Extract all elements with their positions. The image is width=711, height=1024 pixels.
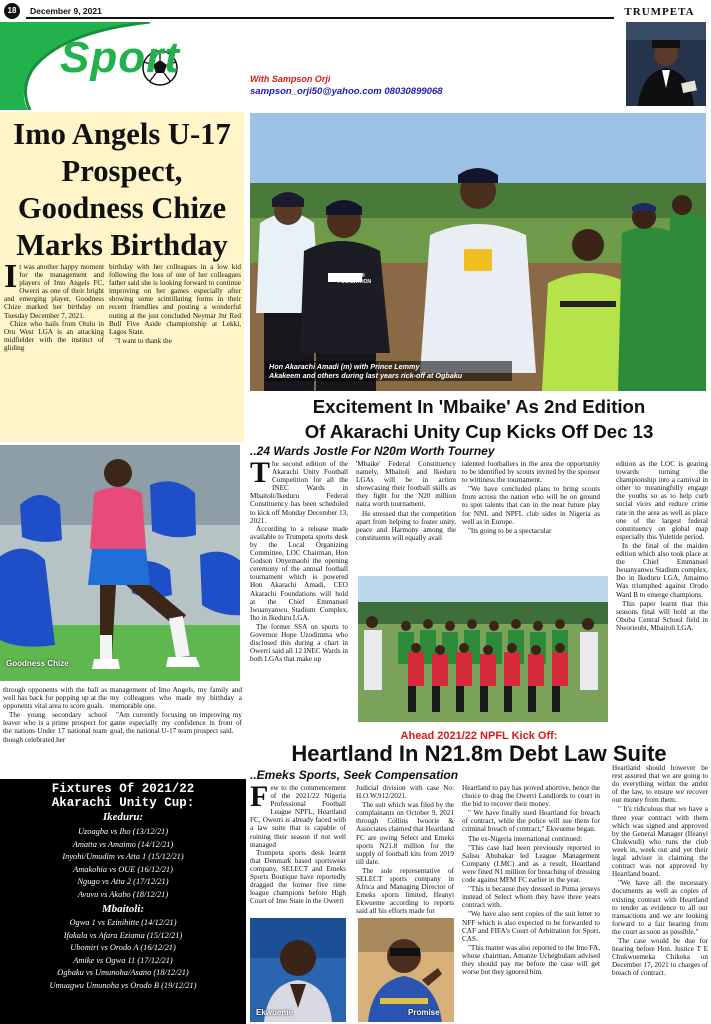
fixture-item: Amatta vs Amaimo (14/12/21) (72, 839, 174, 849)
story1-para: The young secondary school leaver who is a prime prospect for the nations Under 17 national team though celebrated her (3, 711, 107, 744)
fixture-item: Inyohi/Umudim vs Atta 1 (15/12/21) (62, 852, 184, 862)
story2-para: "We have concluded plans to bring scouts from across the nation who will be on ground to spot talents that can in the near future play for NNL and NPFL club sides in Nigeria as well as in Europe. (462, 485, 600, 526)
story1-para: "Am currently focusing on improving my game especially my confidence in front of goal, the national U-17 team prospect said. (110, 711, 242, 736)
story2-dropcap: T (250, 456, 271, 489)
story3-dropcap: F (250, 780, 269, 813)
story2-headline-line1: Excitement In 'Mbaike' As 2nd Edition (312, 396, 646, 417)
sport-title: Sport (60, 33, 180, 82)
fixtures-group2-list (0, 917, 246, 993)
ekwueme-figure (250, 918, 346, 1022)
story1-col1 (4, 258, 104, 353)
story2-para: edition as the LOC is gearing towards turning the championship into a carnival in other to meaningfully engage the youths so as to help curb social vices and reduce crime rate in the area as well as place one of the largest federal constituency on global map especially this Yuletide period. (616, 460, 708, 541)
story2-col1 (250, 456, 348, 664)
page-header (0, 0, 711, 22)
story3-kicker: Ahead 2021/22 NPFL Kick Off: (400, 730, 558, 742)
story3-para: The ex-Nigeria international continued: (468, 834, 582, 843)
masthead: TRUMPETA (624, 6, 695, 18)
story2-para: talented footballers in the area the opportunity to be identified by scouts invited by the sponsor to wittiness the tournament. (462, 460, 600, 485)
story2-para: The former SSA on sports to Governor Hope Uzodimma who disclosed this during a chart in Owerri said all 12 INEC Wards in both LGAs that make up (250, 622, 348, 664)
story1-col2 (109, 263, 241, 346)
story3-col4 (612, 764, 708, 978)
story1-dropcap: I (4, 258, 18, 295)
story3-para: The sole representative of SELECT sports company in Africa and Managing Director of Emeks sports limited, Ifeanyi Ekwueme according to reports said all his efforts made for (356, 866, 454, 916)
promise-caption: Promise (408, 1008, 440, 1017)
story2-para: This paper learnt that this seasons final will hold at the Obuba Central School field in Nworieubi, Mbaitoli LGA. (616, 599, 708, 632)
caption-line: Akakeem and others during last years rick-off at Ogbaku (269, 371, 463, 380)
story2-col4 (616, 460, 708, 633)
akarachi-photo-caption (266, 361, 512, 381)
story2-para: 'Mbaike' Federal Constituency namely, Mbaitoli and Ikeduru LGAs will be in action showcasing their football skills as they fight for the N20 million naira worth tournament. (356, 460, 456, 509)
kickoff-scene (250, 113, 706, 391)
ekwueme-photo (250, 918, 346, 1022)
story3-headline: Heartland In N21.8m Debt Law Suite (291, 741, 667, 766)
fixture-item: Ogwa 1 vs Ezinihitte (14/12/21) (69, 918, 177, 927)
story3-para: "This is because they dressed in Puma jerseys instead of Select whom they have three years contract with. (462, 885, 600, 910)
portrait-figure (626, 22, 706, 106)
promise-photo (358, 918, 454, 1022)
fixture-item: Ngugo vs Atta 2 (17/12/21) (77, 877, 169, 887)
story1-para: "I want to thank the (115, 336, 172, 345)
fixtures-group2-title: Mbaitoli: (101, 903, 145, 915)
header-rule (26, 17, 614, 19)
fixture-item: Ifakala vs Afara Eziama (15/12/21) (63, 930, 183, 940)
fixtures-group1-title: Ikeduru: (102, 811, 144, 823)
story3-para: " It's ridiculous that we have a three year contract with them which was signed and approved by the General Manager (Ifeanyi Chukwudi) who runs the club week in, week out and yet their legal adviser is claiming the contract was not approved by Heartland board. (612, 805, 708, 879)
story1-headline: Imo Angels U-17 Prospect, Goodness Chize Marks Birthday (13, 117, 231, 262)
promise-figure (358, 918, 454, 1022)
story1-lead: t was another happy moment for the management and players of Imo Angels FC, Owerri as one of their bright and emerging player, Goodness Chize marked her birthday on Tuesday December 7, 2021. (4, 263, 104, 320)
story3-para: Heartland should however be rest assured that we are going to do everything within the ambit of the law, to ensure we recover our money from them. (612, 764, 708, 805)
story1-para: birthday with her colleagues in a low kid following the loss of one of her colleagues father said she is looking forward to continue improving on her games especially after showing some scintillating forms in their recent friendlies and posting a wonderful outing at the just concluded Neymar Jnr Red Bull Five Aside championship at Lekki, Lagos State. (109, 263, 241, 336)
team-lineup (358, 576, 608, 722)
story3-para: Heartland to pay has proved abortive, hence the choice to drag the Owerri Landlords to court in the bid to recover their money. (462, 784, 600, 809)
fixture-item: Ogbaku vs Umunoha/Asano (18/12/21) (57, 968, 189, 978)
section-contact[interactable]: sampson_orji50@yahoo.com 08030899068 (250, 86, 443, 97)
story2-para: According to a release made available to Trumpeta sports desk by the Local Organizing Committee, LOC Chairman, Hon Godson Onyemaobi the opening ceremony of the annual football tournament which is powered Hon Akarachi Amadi, CEO Akarachi Foundations will hold at the Chief Emmanuel Iwuanyanwu Stadium Complex, Iho in Ikeduru LGA. (250, 524, 348, 622)
akarachi-shirt-text: AKARACHI FOUNDATION (338, 273, 371, 285)
story1-para: management of Imo Angels, my family and my colleagues who made my birthday a memorable one. (110, 686, 242, 711)
fixture-item: Uzoagba vs Iho (13/12/21) (77, 827, 169, 836)
story2-para: "Its going to be a spectacular (468, 526, 552, 535)
story3-para: Trumpeta sports desk learnt that Denmark based sportswear company, SELECT and Emeks Sports Boutique have reportedly dragged the former five time league champions before High Court of Imo State in the Owerri (250, 848, 346, 906)
story3-para: "This matter was also reported to the Imo FA, whose chairman, Amanze Uchegbulam advised they should pay me before the case will get worse but they ignored him. (462, 943, 600, 977)
columnist-photo (626, 22, 706, 106)
story3-para: The suit which was filed by the complainants on October 9, 2021 through Collins Iwuorie & Associates claimed that Heartland FC are owing Select and Emeks sports N21.8 million for the supply of football kits from 2019 till date. (356, 801, 454, 866)
fixture-item: Ubomiri vs Orodo A (16/12/21) (70, 943, 176, 953)
sport-banner (0, 22, 246, 110)
story3-para: Judicial division with case No: H.O.W.912/2021. (356, 784, 454, 801)
fixtures-title-line1: Fixtures Of 2021/22 (51, 782, 195, 796)
story3-para: "This case had been previously reported to Salisu Abubakar led League Management Company (LMC) and as a result, Heartland were fined N1 million for breaching of dressing code against MFM FC earlier in the year. (462, 843, 600, 885)
story1-para: Chize who hails from Otulu in Oru West LGA is an attacking midfielder with the instinct of gliding (4, 319, 104, 352)
issue-date: December 9, 2021 (30, 6, 102, 16)
akarachi-kickoff-photo (250, 113, 706, 391)
story1-cont-col1 (3, 686, 107, 745)
page-number-badge: 18 (4, 3, 20, 19)
story2-headline-line2: Of Akarachi Unity Cup Kicks Off Dec 13 (304, 421, 654, 442)
story3-para: The case would be due for hearing before Hon. Justice T E Chukwuemeka Chikeka on December 17, 2021 to charges of breach of contract. (612, 936, 708, 978)
story3-col1 (250, 780, 346, 906)
story3-para: "We have all the necessary documents as well as copies of existing contract with Heartland to tender as evidence to all our transactions and we are looking forward to a fair hearing from the court as soon as possible." (612, 879, 708, 936)
fixture-item: Amakohia vs OUE (16/12/21) (73, 864, 173, 874)
team-photo (358, 576, 608, 722)
fixture-item: Avuvu vs Akabo (18/12/21) (77, 889, 169, 899)
story2-para: He stressed that the competition apart from helping to foster unity, peace and Harmony among the constituents will equally avail (356, 509, 456, 542)
story1-cont-col2 (110, 686, 242, 737)
story2-para: In the final of the maiden edition which also took place at the Chief Emmanuel Iwuanyanwu Stadium complex, Iho in Ikeduru LGA, Amaimo Was triumphed against Orodo Ward B to emerge champions. (616, 541, 708, 599)
fixture-item: Amike vs Ogwa 11 (17/12/21) (73, 955, 173, 965)
story3-para: "We have also sent copies of the suit letter to NFF which is also expected to be forwarded to CAF and FIFA's Court of Arbitration for Sport, CAS. (462, 910, 600, 943)
story3-para: " We have finally sued Heartland for breach of contract, while the police will sue them for criminal breach of contract," Ekwueme began. (462, 809, 600, 834)
story2-subhead: ..24 Wards Jostle For N20m Worth Tourney (250, 444, 495, 458)
story2-lead: he second edition of the Akarachi Unity Football Competition for all the INEC Wards in Mbaitoli/Ikeduru Federal Constituency has been scheduled to kick off Monday December 13, 2021. (250, 460, 348, 525)
story3-lead: ew to the commencement of the 2021/22 Nigeria Professional Football League NPFL, Heartland FC, Owerri is already faced with a law suite that is capable of ruining their season if not well managed (250, 784, 346, 849)
fixtures-group1-list (0, 826, 246, 902)
story3-subhead: ..Emeks Sports, Seek Compensation (250, 768, 459, 782)
goodness-chize-figure (0, 445, 240, 681)
story3-col3 (462, 784, 600, 977)
story1-para: through opponents with the ball as well has back for popping up at the opponents vital area to score goals. (3, 686, 107, 711)
fixtures-title-line2: Akarachi Unity Cup: (51, 796, 195, 810)
story2-col3 (462, 460, 600, 536)
story3-col2 (356, 784, 454, 917)
goodness-chize-photo (0, 445, 240, 681)
fixture-item: Umuagwu Umunoha vs Orodo B (19/12/21) (49, 980, 197, 990)
goodness-chize-caption: Goodness Chize (6, 659, 69, 668)
story2-col2 (356, 460, 456, 543)
section-byline: With Sampson Orji (250, 74, 331, 84)
fixtures-box (0, 779, 246, 1024)
ekwueme-caption: Ekwueme (256, 1008, 293, 1017)
caption-line: Hon Akarachi Amadi (m) with Prince Lemmy (269, 362, 420, 371)
